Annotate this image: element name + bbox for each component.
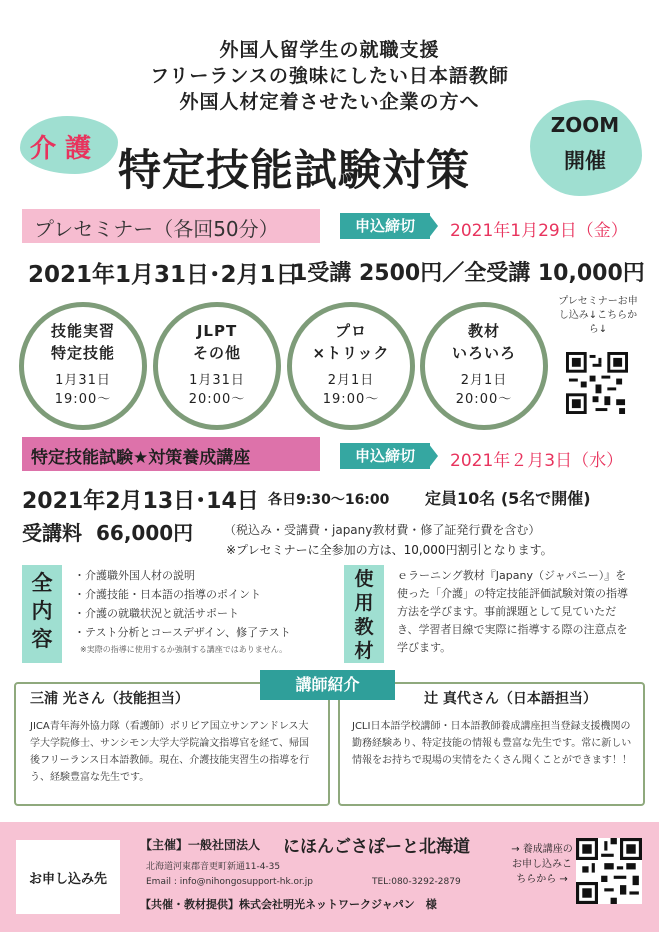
course-capacity: 定員10名 (5名で開催)	[425, 489, 591, 508]
session-circle	[19, 302, 147, 430]
email[interactable]: Email : info@nihongosupport-hk.or.jp	[146, 877, 313, 887]
header-line-2: フリーランスの強味にしたい日本語教師	[150, 65, 509, 87]
address: 北海道河東郡音更町新通11-4-35	[146, 862, 281, 872]
header-line-1: 外国人留学生の就職支援	[219, 39, 440, 61]
content-note: ※実際の指導に使用するか強制する講座ではありません。	[80, 645, 288, 654]
preseminar-deadline-tag: 申込締切	[340, 213, 430, 239]
session-title-2: ×トリック	[312, 344, 390, 362]
session-title-2: 特定技能	[50, 344, 115, 362]
course-qr-code[interactable]	[576, 838, 642, 904]
instructor-heading: 講師紹介	[260, 670, 395, 700]
content-tag	[22, 565, 62, 663]
instructor-right-name: 辻 真代さん（日本語担当）	[424, 691, 597, 707]
session-title-1: JLPT	[196, 322, 238, 340]
kaigo-label: 介 護	[30, 134, 92, 164]
content-item: ・介護職外国人材の説明	[74, 569, 195, 582]
session-circle	[420, 302, 548, 430]
content-list	[74, 566, 291, 642]
session-circle	[153, 302, 281, 430]
course-deadline-tag: 申込締切	[340, 443, 430, 469]
course-hours: 各日9:30～16:00	[268, 492, 390, 508]
content-tag-text: 全内容	[31, 571, 53, 651]
content-item: ・介護技能・日本語の指導のポイント	[74, 588, 261, 601]
preseminar-dates: 2021年1月31日･2月1日	[28, 262, 299, 288]
content-item: ・介護の就職状況と就活サポート	[74, 607, 239, 620]
preseminar-qr-text: プレセミナーお申し込み↓こちらから↓	[558, 296, 638, 335]
preseminar-deadline: 2021年1月29日（金）	[450, 221, 628, 241]
fee-note: （税込み・受講費・japany教材費・修了証発行費を含む）	[224, 523, 541, 537]
course-dates: 2021年2月13日･14日	[22, 489, 259, 514]
course-label: 特定技能試験★対策養成講座	[31, 448, 251, 468]
materials-text: ｅラーニング教材『Japany（ジャパニー）』を使った「介護」の特定技能評価試験対策の指導方法を学びます。事前課題として見ていただき、学習者目線で実際に指導する際の注意点を学びます。	[397, 569, 628, 654]
session-circle	[287, 302, 415, 430]
instructor-left-bio: JICA青年海外協力隊（看護師）ボリビア国立サンアンドレス大学大学院修士、サンシモン大学大学院論文指導官を経て、帰国後フリーランス日本語教師。現在、介護技能実習生の指導を行う、経験豊富な先生です。	[30, 721, 310, 783]
session-date: 1月31日	[189, 373, 245, 388]
zoom-label: ZOOM	[550, 113, 620, 137]
session-title-2: その他	[192, 344, 241, 362]
content-item: ・テスト分析とコースデザイン、修了テスト	[74, 626, 291, 639]
deadline-arrow	[428, 443, 438, 469]
host-name: にほんごさぽーと北海道	[283, 837, 470, 857]
session-date: 2月1日	[327, 373, 375, 388]
instructor-left-name: 三浦 光さん（技能担当）	[30, 691, 189, 707]
session-time: 20:00～	[455, 392, 513, 407]
instructor-right-bio: JCLI日本語学校講師・日本語教師養成講座担当登録支援機関の勤務経験あり、特定技能の情報も豊富な先生です。常に新しい情報をお持ちで現場の実情をたくさん聞くことができます！！	[352, 721, 632, 766]
page-title: 特定技能試験対策	[118, 146, 470, 196]
session-title-2: いろいろ	[451, 344, 516, 362]
sponsor: 【共催・教材提供】株式会社明光ネットワークジャパン 様	[140, 898, 437, 911]
course-qr-text: → 養成講座のお申し込みこちらから →	[511, 844, 573, 885]
session-title-1: 技能実習	[50, 322, 115, 340]
discount-note: ※プレセミナーに全参加の方は、10,000円割引となります。	[226, 543, 553, 557]
header-line-3: 外国人材定着させたい企業の方へ	[179, 91, 480, 113]
materials-tag	[344, 565, 384, 663]
session-time: 19:00～	[54, 392, 112, 407]
materials-tag-text: 使用教材	[354, 568, 374, 662]
deadline-arrow	[428, 213, 438, 239]
host-label: 【主催】一般社団法人	[140, 838, 261, 852]
fee-label: 受講料	[22, 521, 82, 545]
preseminar-label: プレセミナー（各回50分）	[34, 217, 279, 241]
session-title-1: プロ	[334, 322, 367, 340]
fee-amount: 66,000円	[96, 521, 194, 545]
session-title-1: 教材	[467, 322, 500, 340]
zoom-kaisai: 開催	[564, 149, 606, 173]
session-time: 20:00～	[188, 392, 246, 407]
preseminar-qr-code[interactable]	[566, 352, 628, 414]
preseminar-price: 1受講 2500円／全受講 10,000円	[292, 261, 645, 286]
session-date: 1月31日	[55, 373, 111, 388]
session-date: 2月1日	[460, 373, 508, 388]
course-deadline: 2021年２月3日（水）	[450, 451, 624, 471]
tel[interactable]: TEL:080-3292-2879	[372, 877, 461, 887]
apply-label: お申し込み先	[28, 872, 107, 887]
session-time: 19:00～	[322, 392, 380, 407]
